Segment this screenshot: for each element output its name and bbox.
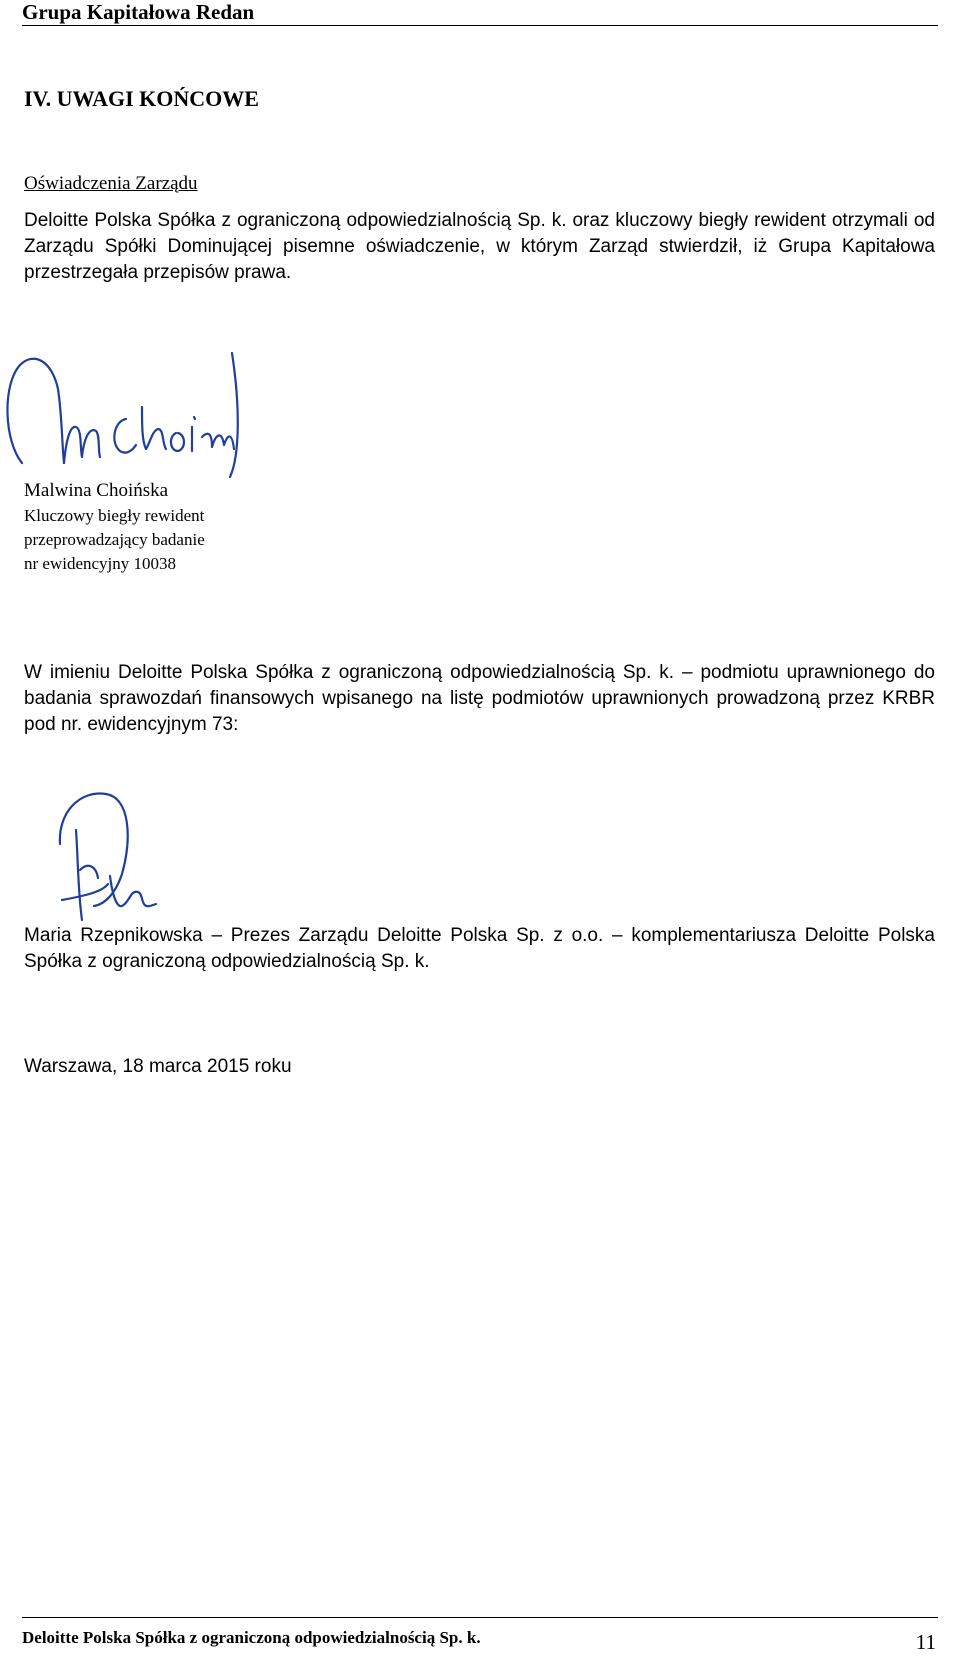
paragraph-president bbox=[24, 923, 935, 975]
footer-divider bbox=[22, 1617, 938, 1618]
footer-text: Deloitte Polska Spółka z ograniczoną odpowiedzialnością Sp. k. bbox=[22, 1628, 481, 1647]
header-title: Grupa Kapitałowa Redan bbox=[22, 0, 255, 24]
auditor-registry-number: nr ewidencyjny 10038 bbox=[24, 554, 177, 573]
auditor-role-line-2: przeprowadzający badanie bbox=[24, 530, 205, 549]
auditor-signature-icon bbox=[0, 345, 260, 485]
paragraph-management-statement bbox=[24, 208, 935, 286]
subheading-statements: Oświadczenia Zarządu bbox=[24, 173, 198, 194]
auditor-role-line-1: Kluczowy biegły rewident bbox=[24, 506, 205, 525]
paragraph-text: Deloitte Polska Spółka z ograniczoną odpowiedzialnością Sp. k. oraz kluczowy biegły rewident otrzymali od Zarządu Spółki Dominującej pisemne oświadczenie, w którym Zarząd stwierdził, iż Grupa Kapitałowa przestrzegała przepisów prawa. bbox=[24, 210, 935, 283]
paragraph-firm-statement bbox=[24, 660, 935, 738]
page-number: 11 bbox=[915, 1630, 936, 1654]
auditor-block bbox=[24, 478, 205, 576]
paragraph-text: W imieniu Deloitte Polska Spółka z ograniczoną odpowiedzialnością Sp. k. – podmiotu uprawnionego do badania sprawozdań finansowych wpisanego na listę podmiotów uprawnionych prowadzoną przez KRBR pod nr. ewidencyjnym 73: bbox=[24, 662, 935, 735]
header-divider bbox=[22, 25, 938, 26]
section-title: IV. UWAGI KOŃCOWE bbox=[24, 86, 259, 111]
auditor-name: Malwina Choińska bbox=[24, 480, 169, 501]
place-and-date: Warszawa, 18 marca 2015 roku bbox=[24, 1056, 292, 1077]
paragraph-text: Maria Rzepnikowska – Prezes Zarządu Deloitte Polska Sp. z o.o. – komplementariusza Deloitte Polska Spółka z ograniczoną odpowiedzialnością Sp. k. bbox=[24, 925, 935, 972]
president-signature-icon bbox=[44, 788, 174, 938]
